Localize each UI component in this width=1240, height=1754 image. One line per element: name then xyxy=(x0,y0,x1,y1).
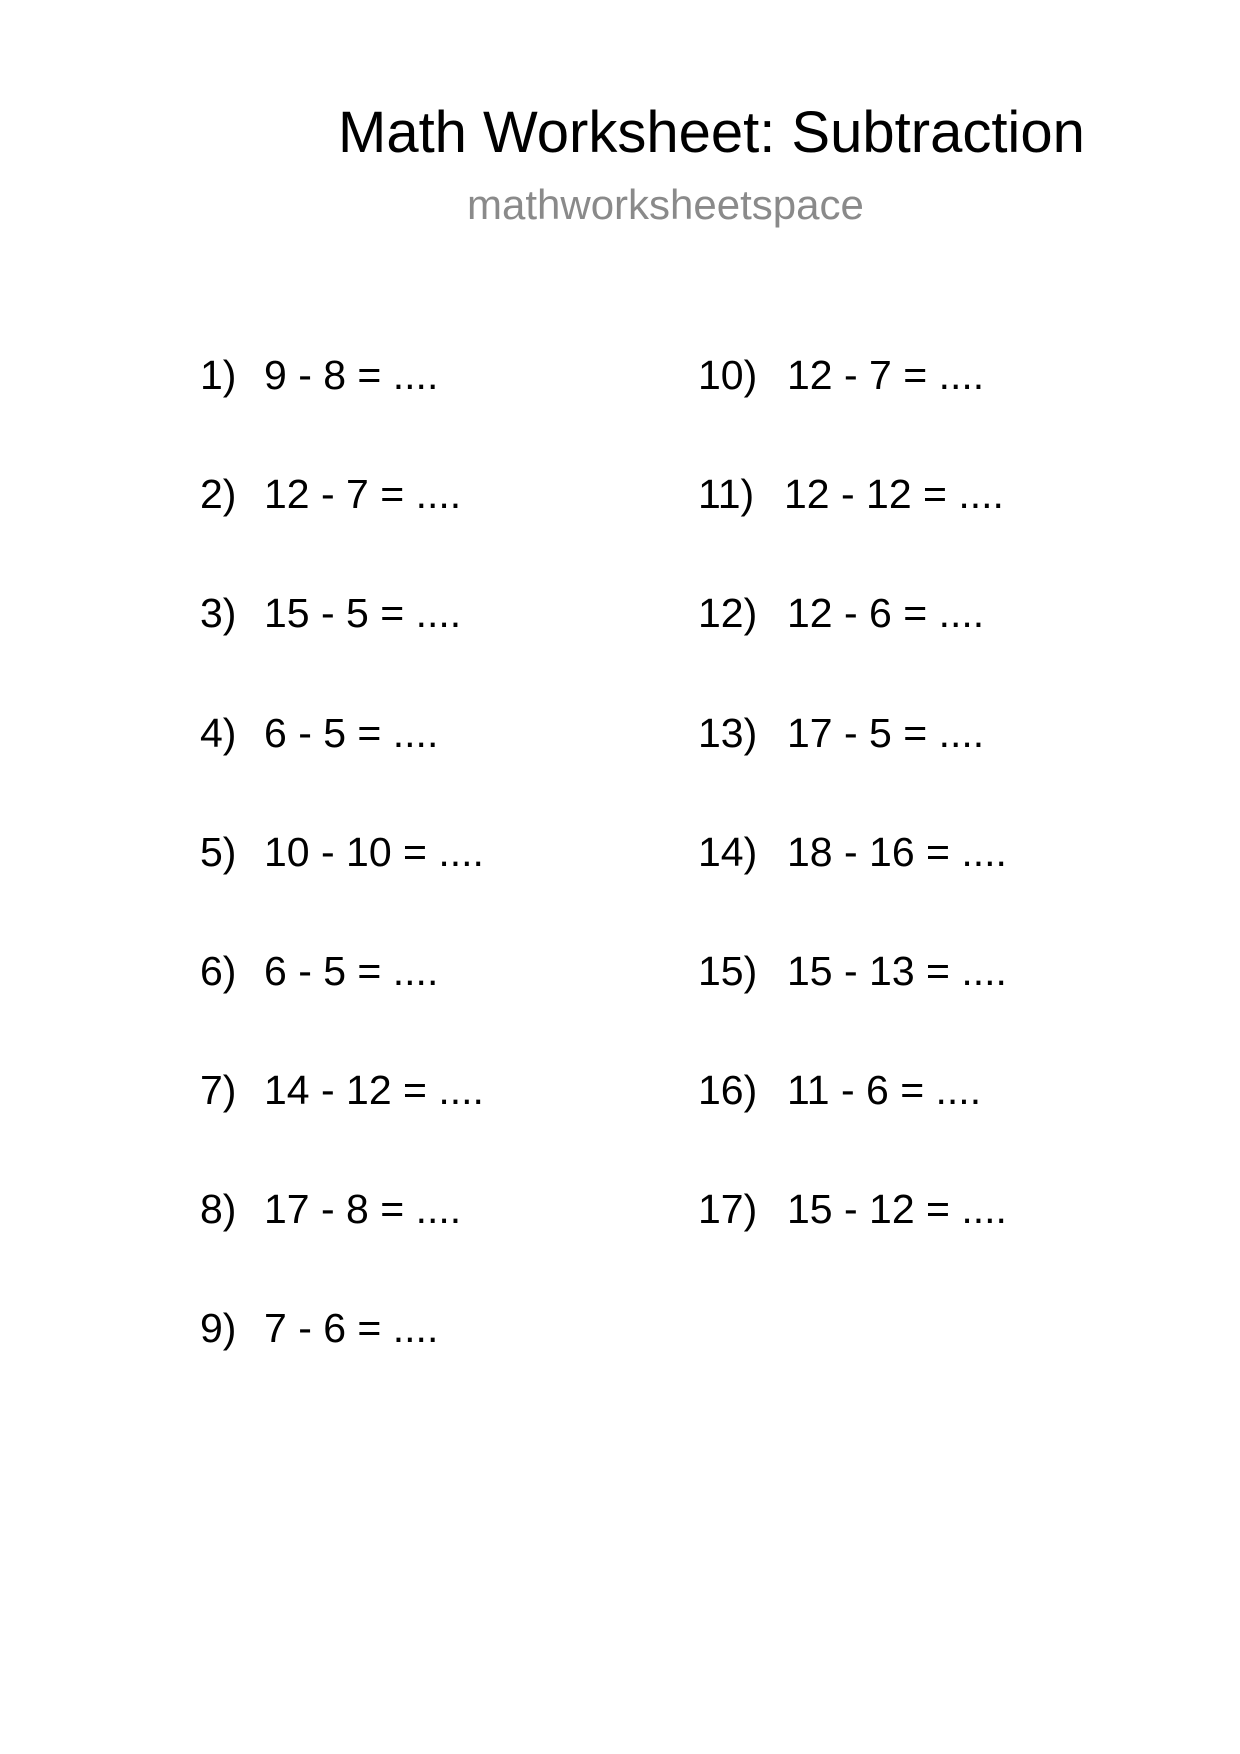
problem-number: 13) xyxy=(698,710,758,756)
worksheet-title: Math Worksheet: Subtraction xyxy=(338,100,1085,165)
problem-item xyxy=(200,1065,484,1115)
problem-item xyxy=(200,1184,461,1234)
problem-number: 7) xyxy=(200,1067,237,1113)
worksheet-source: mathworksheetspace xyxy=(467,181,864,228)
problem-expression: 12 - 7 = .... xyxy=(264,471,462,517)
problem-expression: 12 - 7 = .... xyxy=(787,352,985,398)
problem-item xyxy=(200,469,461,519)
problem-number: 9) xyxy=(200,1305,237,1351)
problem-item xyxy=(698,827,1007,877)
problem-number: 4) xyxy=(200,710,237,756)
problem-item xyxy=(698,946,1007,996)
problem-expression: 12 - 6 = .... xyxy=(787,590,985,636)
problem-number: 16) xyxy=(698,1067,758,1113)
problem-number: 15) xyxy=(698,948,758,994)
problem-expression: 12 - 12 = .... xyxy=(784,471,1004,517)
problem-expression: 15 - 12 = .... xyxy=(787,1186,1007,1232)
problem-expression: 17 - 5 = .... xyxy=(787,710,985,756)
problem-expression: 10 - 10 = .... xyxy=(264,829,484,875)
problem-item xyxy=(200,708,438,758)
problem-item xyxy=(200,827,484,877)
problem-expression: 6 - 5 = .... xyxy=(264,948,439,994)
problem-expression: 15 - 5 = .... xyxy=(264,590,462,636)
problem-number: 10) xyxy=(698,352,758,398)
problem-item xyxy=(698,1065,981,1115)
problem-item xyxy=(698,469,1004,519)
problem-item xyxy=(698,708,984,758)
problem-expression: 7 - 6 = .... xyxy=(264,1305,439,1351)
problem-item xyxy=(698,350,984,400)
problem-item xyxy=(698,1184,1007,1234)
problem-number: 8) xyxy=(200,1186,237,1232)
problem-expression: 6 - 5 = .... xyxy=(264,710,439,756)
problem-expression: 11 - 6 = .... xyxy=(787,1067,982,1113)
problem-number: 17) xyxy=(698,1186,758,1232)
problem-expression: 9 - 8 = .... xyxy=(264,352,439,398)
problem-item xyxy=(698,588,984,638)
problem-number: 2) xyxy=(200,471,237,517)
problem-item xyxy=(200,946,438,996)
problem-number: 6) xyxy=(200,948,237,994)
problem-number: 1) xyxy=(200,352,237,398)
problem-item xyxy=(200,1303,438,1353)
problem-item xyxy=(200,588,461,638)
problem-number: 3) xyxy=(200,590,237,636)
problem-number: 5) xyxy=(200,829,237,875)
problem-number: 14) xyxy=(698,829,758,875)
problem-number: 12) xyxy=(698,590,758,636)
problem-expression: 15 - 13 = .... xyxy=(787,948,1007,994)
problem-number: 11) xyxy=(698,471,755,517)
problem-expression: 17 - 8 = .... xyxy=(264,1186,462,1232)
problem-item xyxy=(200,350,438,400)
problem-expression: 18 - 16 = .... xyxy=(787,829,1007,875)
problem-expression: 14 - 12 = .... xyxy=(264,1067,484,1113)
